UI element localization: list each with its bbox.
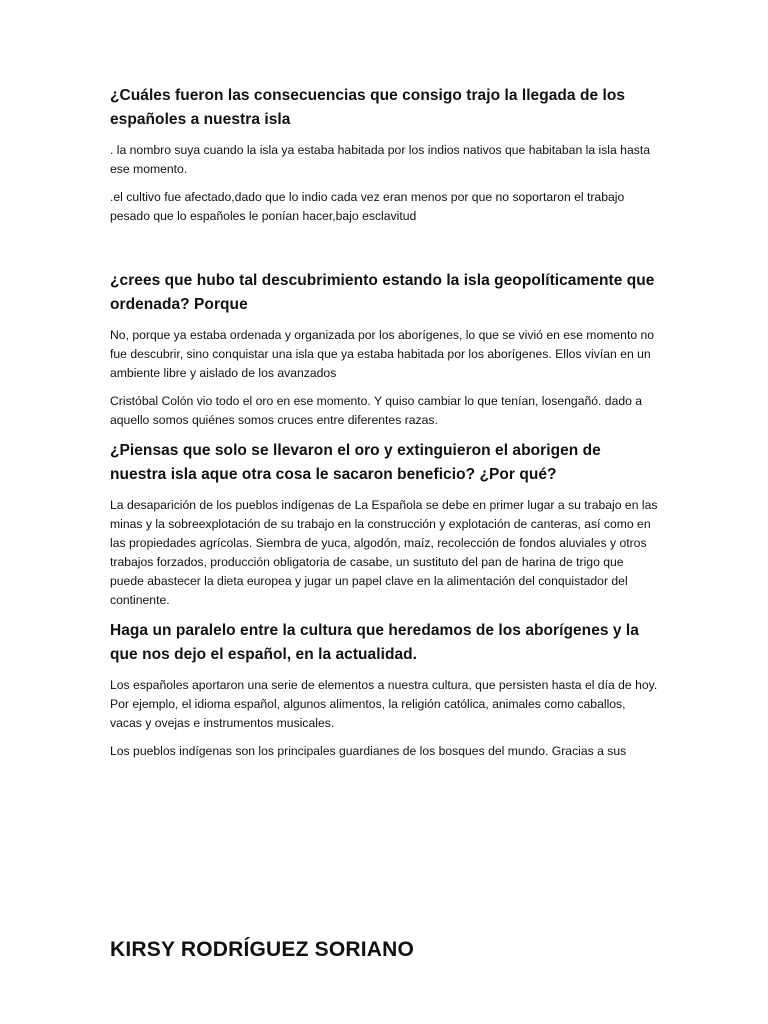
section-spacer	[110, 235, 658, 269]
answer-4-paragraph-1: Los españoles aportaron una serie de elementos a nuestra cultura, que persisten hasta el día de hoy. Por ejemplo, el idioma español, algunos alimentos, la religión católica, animales como caballos, vacas y ovejas e instrumentos musicales.	[110, 678, 658, 730]
answer-2-paragraph-2: Cristóbal Colón vio todo el oro en ese momento. Y quiso cambiar lo que tenían, losengañó. dado a aquello somos quiénes somos cruces entre diferentes razas.	[110, 394, 643, 427]
answer-1-paragraph-1: . la nombro suya cuando la isla ya estaba habitada por los indios nativos que habitaban la isla hasta ese momento.	[110, 143, 650, 176]
answer-4-paragraph-2: Los pueblos indígenas son los principales guardianes de los bosques del mundo. Gracias a sus	[110, 744, 627, 758]
question-4-heading: Haga un paralelo entre la cultura que heredamos de los aborígenes y la que nos dejo el español, en la actualidad.	[110, 622, 639, 663]
question-3-heading: ¿Piensas que solo se llevaron el oro y extinguieron el aborigen de nuestra isla aque otra cosa le sacaron beneficio? ¿Por qué?	[110, 442, 601, 483]
author-name: KIRSY RODRÍGUEZ SORIANO	[110, 938, 415, 961]
question-1-heading: ¿Cuáles fueron las consecuencias que consigo trajo la llegada de los españoles a nuestra isla	[110, 87, 626, 128]
answer-3-paragraph-1: La desaparición de los pueblos indígenas de La Española se debe en primer lugar a su trabajo en las minas y la sobreexplotación de su trabajo en la construcción y explotación de canteras, así como en las propiedades agrícolas. Siembra de yuca, algodón, maíz, recolección de fondos aluviales y otros trabajos forzados, producción obligatoria de casabe, un sustituto del pan de harina de trigo que puede abastecer la dieta europea y jugar un papel clave en la alimentación del conquistador del continente.	[110, 498, 658, 607]
answer-2-paragraph-1: No, porque ya estaba ordenada y organizada por los aborígenes, lo que se vivió en ese momento no fue descubrir, sino conquistar una isla que ya estaba habitada por los aborígenes. Ellos vivían en un ambiente libre y aislado de los avanzados	[110, 328, 655, 380]
document-body	[110, 84, 658, 770]
question-2-heading: ¿crees que hubo tal descubrimiento estando la isla geopolíticamente que ordenada? Porque	[110, 272, 655, 313]
answer-1-paragraph-2: .el cultivo fue afectado,dado que lo indio cada vez eran menos por que no soportaron el trabajo pesado que lo españoles le ponían hacer,bajo esclavitud	[110, 190, 625, 223]
